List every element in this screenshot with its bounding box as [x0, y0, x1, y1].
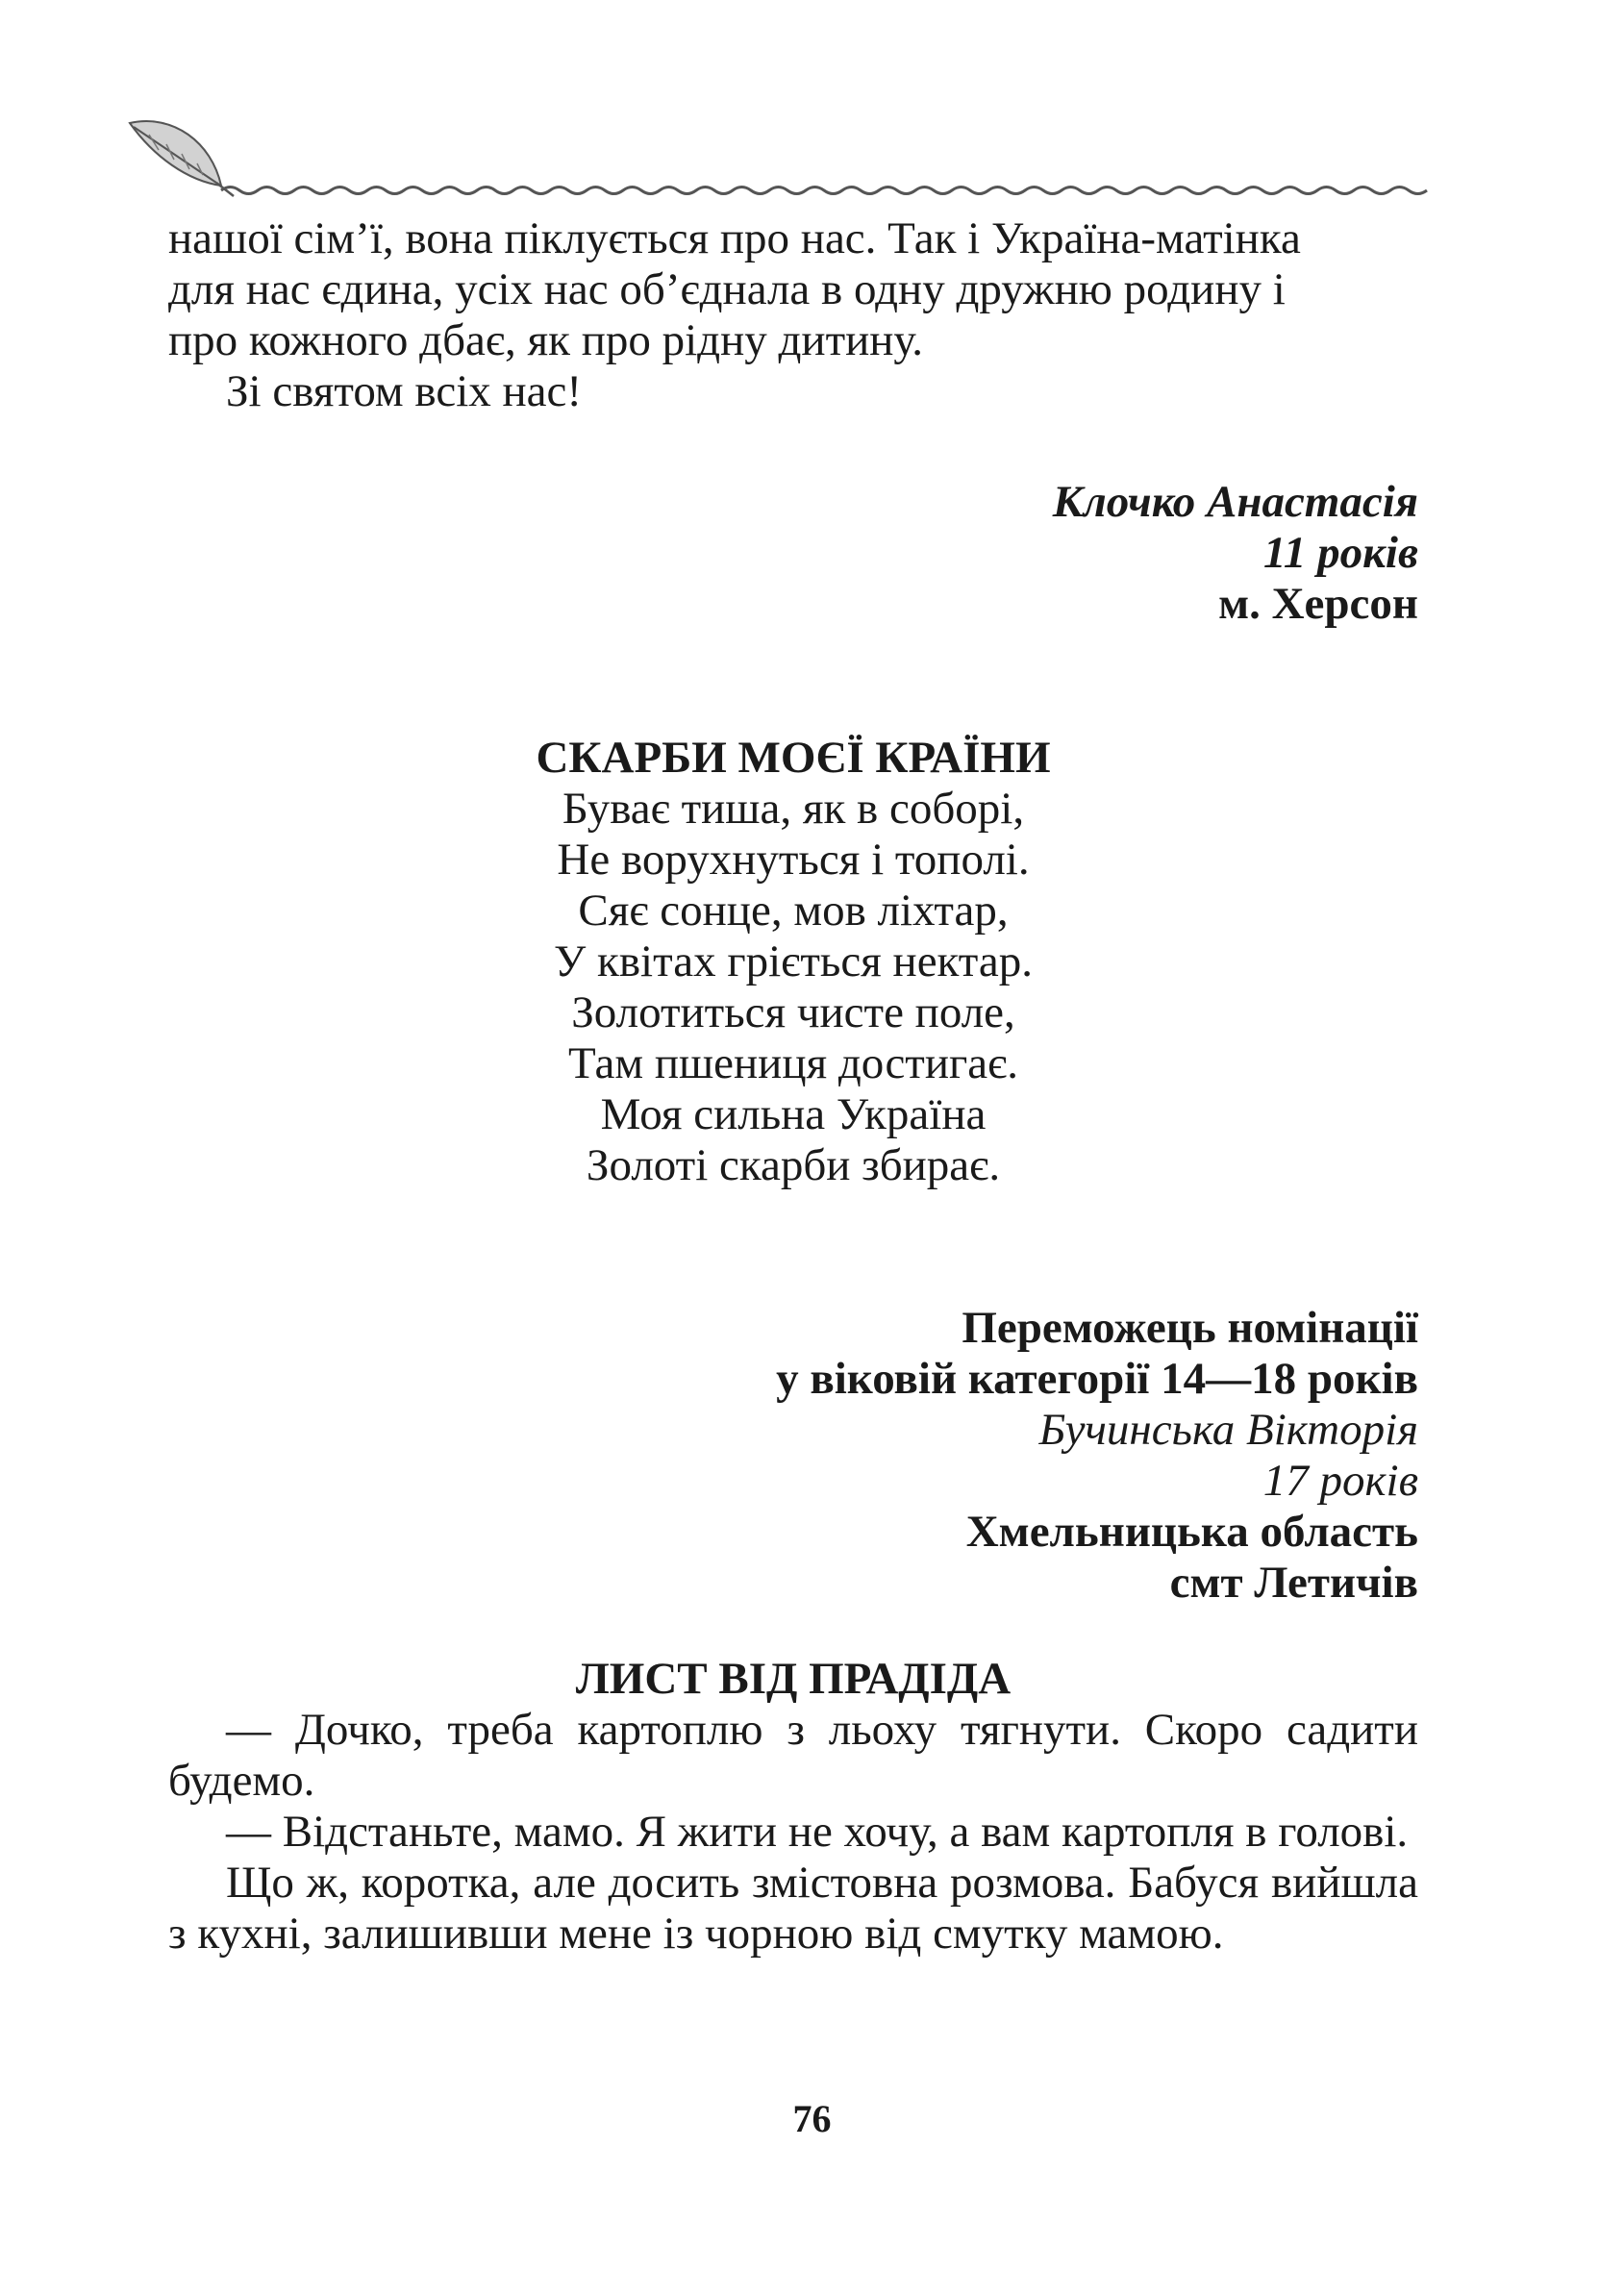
award-category: у віковій категорії 14—18 років [776, 1354, 1418, 1404]
story [168, 1654, 1418, 1960]
poem [168, 733, 1418, 1191]
author2-age: 17 років [1262, 1456, 1418, 1506]
poem-line: Моя сильна Україна [600, 1089, 987, 1139]
author1-city: м. Херсон [1218, 579, 1418, 629]
header-svg [120, 113, 1428, 200]
author2-region: Хмельницька область [965, 1507, 1418, 1557]
author1-name: Клочко Анастасія [1052, 477, 1418, 527]
story-paragraph: Що ж, коротка, але досить змістовна розмова. Бабуся вийшла з кухні, залишивши мене із чорною від смутку мамою. [168, 1858, 1418, 1959]
dialogue-line: — Дочко, треба картоплю з льоху тягнути. Скоро садити будемо. [168, 1705, 1418, 1806]
award-line: Переможець номінації [962, 1303, 1418, 1353]
story-title: ЛИСТ ВІД ПРАДІДА [575, 1654, 1012, 1704]
wavy-divider [221, 187, 1427, 194]
author2-town: смт Летичів [1169, 1558, 1418, 1608]
poem-line: Золоті скарби збирає. [586, 1140, 1001, 1190]
author1-signature [168, 477, 1418, 630]
poem-line: Не ворухнуться і тополі. [557, 835, 1030, 885]
dialogue-line: — Відстаньте, мамо. Я жити не хочу, а вам картопля в голові. [226, 1807, 1409, 1857]
author1-age: 11 років [1262, 528, 1418, 578]
feather-icon [130, 121, 234, 196]
poem-line: Там пшениця достигає. [567, 1038, 1019, 1088]
author2-name: Бучинська Вікторія [1038, 1405, 1418, 1455]
intro-line: про кожного дбає, як про рідну дитину. [168, 315, 923, 365]
poem-line: Золотиться чисте поле, [571, 987, 1015, 1037]
poem-title: СКАРБИ МОЄЇ КРАЇНИ [536, 733, 1051, 783]
intro-line: нашої сім’ї, вона піклується про нас. Так і Україна-матінка [168, 213, 1301, 263]
poem-line: Буває тиша, як в соборі, [562, 784, 1025, 834]
header-ornament [120, 113, 1428, 200]
intro-line: для нас єдина, усіх нас об’єднала в одну дружню родину і [168, 264, 1286, 314]
author2-signature [168, 1303, 1418, 1609]
poem-line: Сяє сонце, мов ліхтар, [578, 886, 1009, 936]
page-number: 76 [792, 2097, 832, 2140]
poem-line: У квітах гріється нектар. [554, 936, 1033, 986]
closing-line: Зі святом всіх нас! [226, 366, 583, 416]
intro-paragraph [168, 213, 1418, 417]
